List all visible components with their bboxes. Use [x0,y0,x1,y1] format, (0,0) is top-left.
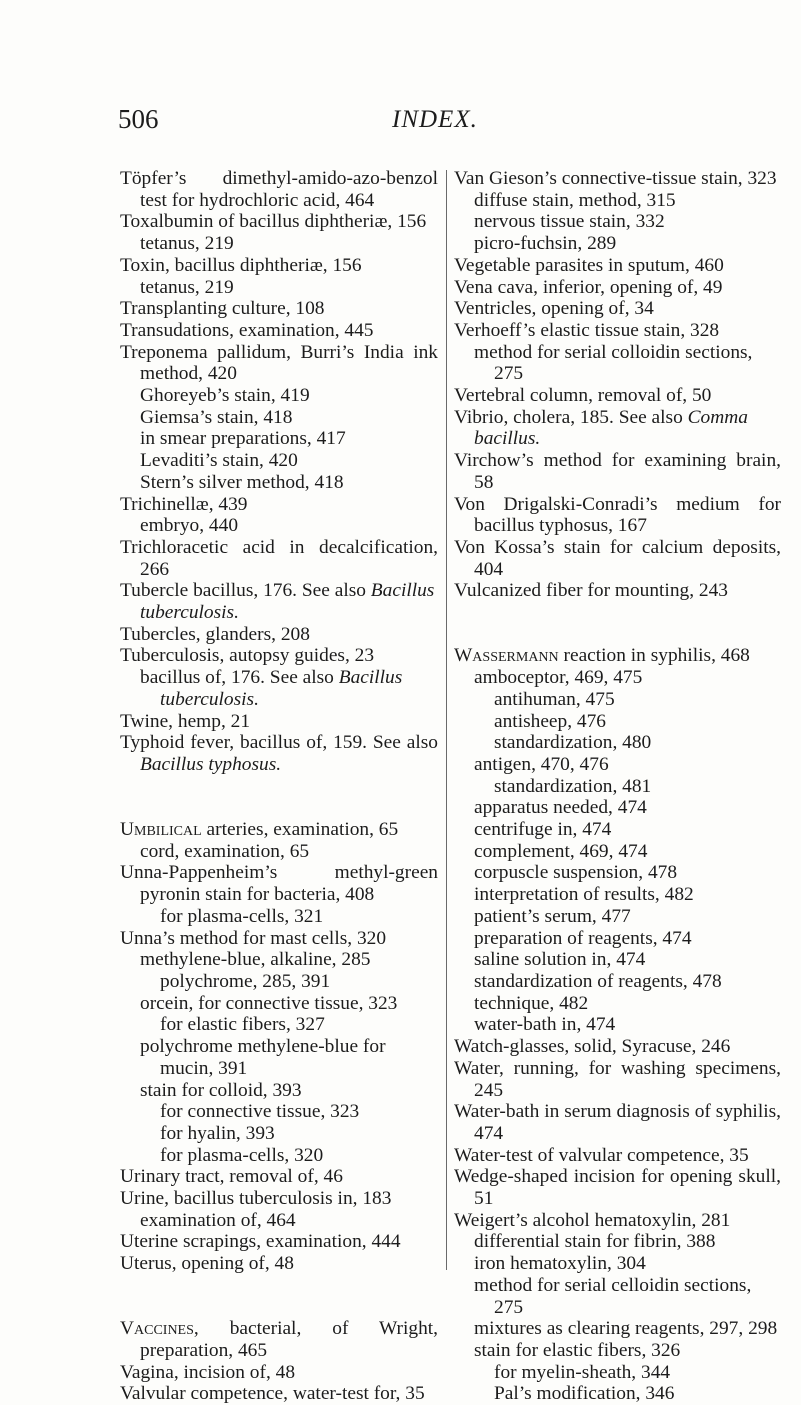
index-subentry: mixtures as clearing reagents, 297, 298 [474,1318,778,1340]
section-gap [120,776,438,819]
see-also-target: Bacillus typhosus. [140,753,282,775]
index-entry: Vulcanized fiber for mounting, 243 [454,580,728,602]
index-entry: Tubercles, glanders, 208 [120,623,310,645]
index-subentry: saline solution in, 474 [474,949,646,971]
index-entry: Von Drigalski-Conradi’s medium for bacillus typhosus, 167 [454,493,781,537]
index-subentry: method for serial colloidin sections, 275 [474,341,753,385]
index-entry: Tuberculosis, autopsy guides, 23 [120,645,375,667]
index-subentry: for plasma-cells, 320 [160,1144,324,1166]
index-entry: Twine, hemp, 21 [120,710,251,732]
page-header [0,104,801,144]
index-entry: Vagina, incision of, 48 [120,1361,296,1383]
index-entry: Watch-glasses, solid, Syracuse, 246 [454,1036,731,1058]
index-entry: Treponema pallidum, Burri’s India ink method, 420 [120,341,438,385]
index-entry: Verhoeff’s elastic tissue stain, 328 [454,319,720,341]
index-entry: Transplanting culture, 108 [120,298,325,320]
index-subentry: methylene-blue, alkaline, 285 [140,949,371,971]
running-head: INDEX. [392,106,478,133]
index-subentry: for elastic fibers, 327 [160,1014,325,1036]
index-entry: Water, running, for washing specimens, 245 [454,1057,781,1101]
index-entry: Weigert’s alcohol hematoxylin, 281 [454,1209,731,1231]
section-lead-word: Umbilical [120,819,202,841]
index-subentry: preparation of reagents, 474 [474,927,692,949]
index-entry: Vaccines, bacterial, of Wright, preparation, 465 [120,1318,438,1361]
index-entry: Töpfer’s dimethyl-amido-azo-benzol test for hydrochloric acid, 464 [120,168,438,211]
index-entry: Typhoid fever, bacillus of, 159. See also Bacillus typhosus. [120,732,438,775]
index-subentry: polychrome methylene-blue for mucin, 391 [140,1036,386,1079]
index-entry: Water-bath in serum diagnosis of syphilis, 474 [454,1101,781,1144]
index-entry: Vibrio, cholera, 185. See also Comma bacillus. [454,406,748,450]
section-gap [120,1275,438,1318]
index-entry: Valvular competence, water-test for, 35 [120,1383,425,1405]
index-subentry: amboceptor, 469, 475 [474,667,643,689]
index-subentry: embryo, 440 [140,515,239,537]
index-subentry: cord, examination, 65 [140,840,310,862]
index-entry: Uterus, opening of, 48 [120,1253,294,1275]
index-subentry: for myelin-sheath, 344 [494,1361,671,1383]
see-also-label: See also [297,580,371,602]
index-entry: Unna’s method for mast cells, 320 [120,927,387,949]
index-subentry: technique, 482 [474,992,589,1014]
index-subentry: differential stain for fibrin, 388 [474,1231,716,1253]
section-gap [454,602,781,645]
index-subentry: patient’s serum, 477 [474,905,631,927]
index-entry: Umbilical arteries, examination, 65 [120,819,399,841]
index-subentry: polychrome, 285, 391 [160,971,331,992]
index-subentry: for plasma-cells, 321 [160,905,324,927]
index-subentry: complement, 469, 474 [474,840,648,862]
index-entry: Trichloracetic acid in decalcification, 266 [120,536,438,580]
index-entry: Virchow’s method for examining brain, 58 [454,450,781,493]
index-entry: Urine, bacillus tuberculosis in, 183 [120,1188,392,1210]
index-entry: Urinary tract, removal of, 46 [120,1166,343,1188]
index-entry: Wassermann reaction in syphilis, 468 [454,645,750,667]
index-subentry: Pal’s modification, 346 [494,1383,675,1405]
index-subentry: examination of, 464 [140,1209,296,1231]
index-entry: Toxin, bacillus diphtheriæ, 156 [120,254,362,276]
index-subentry: stain for elastic fibers, 326 [474,1339,681,1361]
index-subentry: interpretation of results, 482 [474,884,694,906]
index-subentry: picro-fuchsin, 289 [474,233,617,255]
index-subentry: centrifuge in, 474 [474,819,612,841]
index-entry: Wedge-shaped incision for opening skull, 51 [454,1166,781,1210]
see-also-label: See also [367,732,438,754]
index-entry: Ventricles, opening of, 34 [454,298,654,320]
index-subentry: antisheep, 476 [494,710,607,732]
index-subentry: iron hematoxylin, 304 [474,1253,646,1275]
index-subentry: standardization, 480 [494,732,652,754]
index-subentry: standardization, 481 [494,775,652,797]
index-entry: Van Gieson’s connective-tissue stain, 323 [454,168,777,189]
see-also-target: Bacillus tuberculosis. [140,580,435,624]
index-subentry: for hyalin, 393 [160,1122,275,1144]
index-entry: Tubercle bacillus, 176. See also Bacillus tuberculosis. [120,580,435,624]
index-subentry: diffuse stain, method, 315 [474,189,676,211]
index-subentry: in smear preparations, 417 [140,428,346,450]
section-lead-word: Vaccines [120,1318,194,1340]
index-subentry: orcein, for connective tissue, 323 [140,992,398,1014]
section-lead-word: Wassermann [454,645,559,667]
index-subentry: stain for colloid, 393 [140,1079,302,1101]
index-entry: Transudations, examination, 445 [120,319,374,341]
index-subentry: tetanus, 219 [140,276,234,298]
page-number: 506 [118,104,159,134]
see-also-label: See also [264,667,339,689]
index-subentry: Stern’s silver method, 418 [140,471,344,493]
index-subentry: apparatus needed, 474 [474,797,647,819]
index-column-left [120,168,438,1405]
index-entry: Water-test of valvular competence, 35 [454,1144,749,1166]
index-subentry: Giemsa’s stain, 418 [140,406,293,428]
index-subentry: antihuman, 475 [494,688,615,710]
index-subentry: for connective tissue, 323 [160,1101,360,1123]
index-subentry: standardization of reagents, 478 [474,971,722,992]
index-subentry: corpuscle suspension, 478 [474,862,678,884]
index-subentry: Levaditi’s stain, 420 [140,450,298,472]
index-subentry: tetanus, 219 [140,233,234,255]
index-subentry: antigen, 470, 476 [474,753,609,775]
index-subentry: water-bath in, 474 [474,1014,616,1036]
see-also-target: Bacillus tuberculosis. [160,667,403,710]
index-entry: Uterine scrapings, examination, 444 [120,1231,401,1253]
index-subentry: bacillus of, 176. See also Bacillus tuberculosis. [140,667,403,710]
index-entry: Vena cava, inferior, opening of, 49 [454,276,723,298]
index-entry: Vertebral column, removal of, 50 [454,385,712,407]
see-also-target: Comma bacillus. [474,406,748,450]
see-also-label: See also [613,406,688,428]
index-subentry: Ghoreyeb’s stain, 419 [140,385,310,407]
index-column-right [454,168,781,1405]
column-divider [446,170,447,1270]
index-subentry: nervous tissue stain, 332 [474,211,665,233]
index-subentry: method for serial celloidin sections, 275 [474,1274,752,1318]
index-entry: Toxalbumin of bacillus diphtheriæ, 156 [120,211,427,233]
index-entry: Von Kossa’s stain for calcium deposits, 404 [454,536,781,580]
index-entry: Unna-Pappenheim’s methyl-green pyronin stain for bacteria, 408 [120,862,438,906]
index-entry: Trichinellæ, 439 [120,493,248,515]
index-entry: Vegetable parasites in sputum, 460 [454,254,724,276]
